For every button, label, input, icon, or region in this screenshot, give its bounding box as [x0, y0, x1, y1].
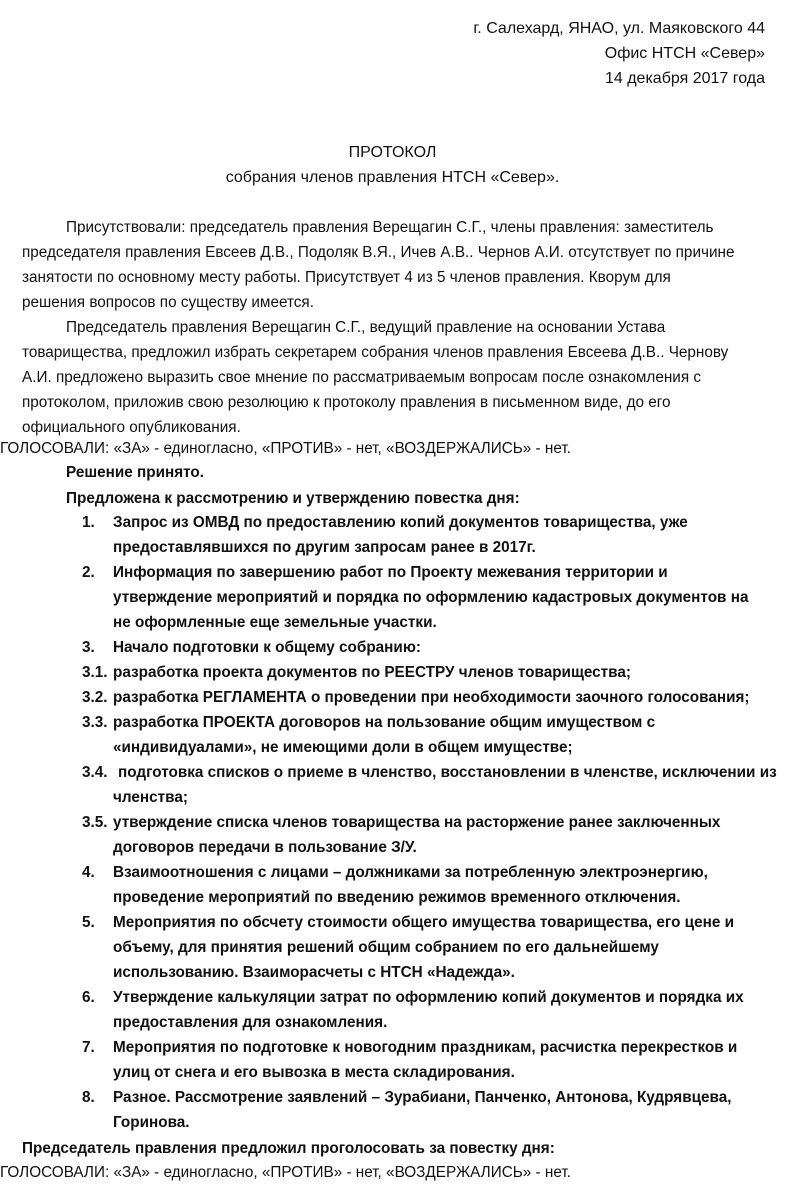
agenda-item-text: Утверждение калькуляции затрат по оформлению копий документов и порядка их	[113, 989, 744, 1006]
agenda-item-text: Взаимоотношения с лицами – должниками за потребленную электроэнергию,	[113, 864, 708, 881]
agenda-item-text: предоставления для ознакомления.	[113, 1014, 388, 1031]
agenda-item-text: Горинова.	[113, 1114, 190, 1131]
agenda-item-text: проведение мероприятий по введению режимов временного отключения.	[113, 889, 681, 906]
agenda-item-number: 8.	[82, 1089, 95, 1106]
agenda-item-text: «индивидуалами», не имеющими доли в общем имуществе;	[113, 739, 573, 756]
agenda-item-number: 4.	[82, 864, 95, 881]
agenda-item-text: договоров передачи в пользование З/У.	[113, 839, 417, 856]
agenda-item-text: Мероприятия по обсчету стоимости общего имущества товарищества, его цене и	[113, 914, 734, 931]
agenda-item-text: разработка РЕГЛАМЕНТА о проведении при необходимости заочного голосования;	[113, 689, 750, 706]
agenda-item-text: подготовка списков о приеме в членство, восстановлении в членстве, исключении из	[118, 764, 777, 781]
intro-p2-line: товарищества, предложил избрать секретарем собрания членов правления Евсеева Д.В.. Чернову	[22, 344, 729, 361]
intro-p2-line: А.И. предложено выразить свое мнение по рассматриваемым вопросам после ознакомления с	[22, 369, 702, 386]
agenda-item-text: разработка ПРОЕКТА договоров на пользование общим имуществом с	[113, 714, 656, 731]
agenda-item-number: 7.	[82, 1039, 95, 1056]
vote-result-2: ГОЛОСОВАЛИ: «ЗА» - единогласно, «ПРОТИВ» - нет, «ВОЗДЕРЖАЛИСЬ» - нет.	[0, 1164, 571, 1181]
agenda-item-text: использованию. Взаиморасчеты с НТСН «Надежда».	[113, 964, 515, 981]
header-address: г. Салехард, ЯНАО, ул. Маяковского 44	[473, 20, 765, 37]
agenda-item-number: 3.5.	[82, 814, 108, 831]
agenda-item-number: 1.	[82, 514, 95, 531]
agenda-item-number: 2.	[82, 564, 95, 581]
intro-p1-line: решения вопросов по существу имеется.	[22, 294, 314, 311]
intro-p1-line: председателя правления Евсеев Д.В., Подоляк В.Я., Ичев А.В.. Чернов А.И. отсутствует по причине	[22, 244, 735, 261]
intro-p1-line: Присутствовали: председатель правления Верещагин С.Г., члены правления: заместитель	[66, 219, 714, 236]
agenda-item-text: Информация по завершению работ по Проекту межевания территории и	[113, 564, 668, 581]
agenda-item-number: 3.3.	[82, 714, 108, 731]
agenda-item-text: Мероприятия по подготовке к новогодним праздникам, расчистка перекрестков и	[113, 1039, 738, 1056]
agenda-item-text: Запрос из ОМВД по предоставлению копий документов товарищества, уже	[113, 514, 688, 531]
agenda-item-number: 3.2.	[82, 689, 108, 706]
header-date: 14 декабря 2017 года	[604, 70, 765, 87]
closing-proposal: Председатель правления предложил проголосовать за повестку дня:	[22, 1140, 555, 1157]
agenda-item-text: Начало подготовки к общему собранию:	[113, 639, 421, 656]
agenda-item-text: утверждение мероприятий и порядка по оформлению кадастровых документов на	[113, 589, 749, 606]
intro-p2-line: Председатель правления Верещагин С.Г., ведущий правление на основании Устава	[66, 319, 666, 336]
agenda-item-number: 3.	[82, 639, 95, 656]
agenda-item-number: 3.4.	[82, 764, 108, 781]
agenda-item-text: не оформленные еще земельные участки.	[113, 614, 437, 631]
agenda-item-text: Разное. Рассмотрение заявлений – Зурабиани, Панченко, Антонова, Кудрявцева,	[113, 1089, 732, 1106]
agenda-item-number: 3.1.	[82, 664, 108, 681]
intro-p2-line: официального опубликования.	[22, 419, 241, 436]
agenda-item-text: улиц от снега и его вывозка в места складирования.	[113, 1064, 515, 1081]
agenda-item-number: 6.	[82, 989, 95, 1006]
agenda-item-text: объему, для принятия решений общим собранием по его дальнейшему	[113, 939, 659, 956]
agenda-item-number: 5.	[82, 914, 95, 931]
agenda-item-text: утверждение списка членов товарищества на расторжение ранее заключенных	[113, 814, 721, 831]
agenda-item-text: разработка проекта документов по РЕЕСТРУ членов товарищества;	[113, 664, 631, 681]
document-title: ПРОТОКОЛ	[348, 144, 437, 161]
intro-p1-line: занятости по основному месту работы. Присутствует 4 из 5 членов правления. Кворум для	[22, 269, 671, 286]
agenda-item-text: членства;	[113, 789, 188, 806]
header-office: Офис НТСН «Север»	[604, 45, 765, 62]
intro-p2-line: протоколом, приложив свою резолюцию к протоколу правления в письменном виде, до его	[22, 394, 671, 411]
agenda-intro: Предложена к рассмотрению и утверждению повестка дня:	[66, 490, 520, 507]
decision-accepted: Решение принято.	[66, 464, 205, 481]
vote-result-1: ГОЛОСОВАЛИ: «ЗА» - единогласно, «ПРОТИВ» - нет, «ВОЗДЕРЖАЛИСЬ» - нет.	[0, 440, 571, 457]
document-subtitle: собрания членов правления НТСН «Север».	[225, 169, 560, 186]
agenda-item-text: предоставлявшихся по другим запросам ранее в 2017г.	[113, 539, 536, 556]
